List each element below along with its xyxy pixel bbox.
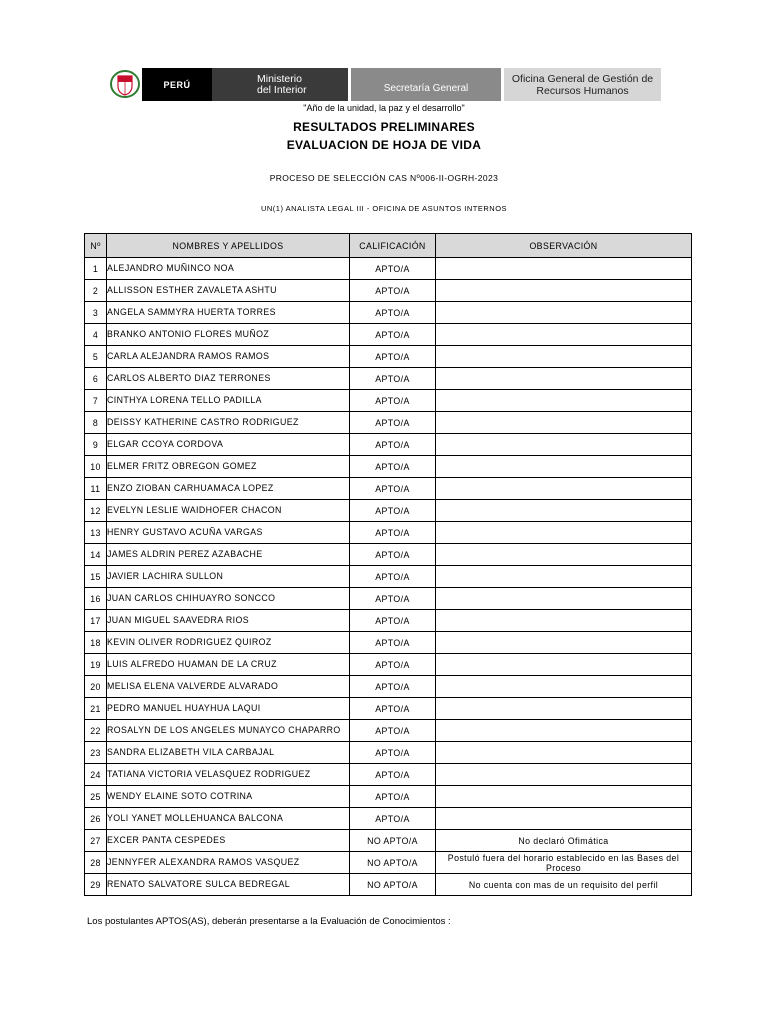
position-title: UN(1) ANALISTA LEGAL III - OFICINA DE ASUNTOS INTERNOS [260, 204, 508, 213]
institution-header [108, 68, 664, 101]
row-observation [436, 566, 692, 588]
year-motto: "Año de la unidad, la paz y el desarrollo" [303, 103, 465, 113]
row-number: 8 [85, 412, 107, 434]
row-number: 15 [85, 566, 107, 588]
row-observation [436, 346, 692, 368]
table-row [85, 302, 692, 324]
page-title: RESULTADOS PRELIMINARES [293, 120, 475, 134]
row-observation [436, 324, 692, 346]
row-observation [436, 742, 692, 764]
row-result: APTO/A [350, 588, 436, 610]
row-result: APTO/A [350, 544, 436, 566]
table-row [85, 588, 692, 610]
row-number: 3 [85, 302, 107, 324]
footer-note: Los postulantes APTOS(AS), deberán presentarse a la Evaluación de Conocimientos : [87, 916, 451, 927]
secretariat-label: Secretaría General [351, 68, 501, 101]
row-number: 2 [85, 280, 107, 302]
row-name: YOLI YANET MOLLEHUANCA BALCONA [107, 808, 350, 830]
row-observation [436, 500, 692, 522]
row-name: DEISSY KATHERINE CASTRO RODRIGUEZ [107, 412, 350, 434]
table-row [85, 852, 692, 874]
row-observation [436, 544, 692, 566]
table-row [85, 786, 692, 808]
row-name: JUAN MIGUEL SAAVEDRA RIOS [107, 610, 350, 632]
row-name: JUAN CARLOS CHIHUAYRO SONCCO [107, 588, 350, 610]
row-number: 29 [85, 874, 107, 896]
row-result: NO APTO/A [350, 874, 436, 896]
row-name: BRANKO ANTONIO FLORES MUÑOZ [107, 324, 350, 346]
row-name: ELGAR CCOYA CORDOVA [107, 434, 350, 456]
row-result: APTO/A [350, 412, 436, 434]
row-number: 21 [85, 698, 107, 720]
row-result: APTO/A [350, 654, 436, 676]
table-row [85, 544, 692, 566]
row-observation [436, 676, 692, 698]
table-row [85, 632, 692, 654]
row-observation [436, 786, 692, 808]
row-number: 4 [85, 324, 107, 346]
row-name: WENDY ELAINE SOTO COTRINA [107, 786, 350, 808]
row-number: 26 [85, 808, 107, 830]
row-observation [436, 522, 692, 544]
row-number: 23 [85, 742, 107, 764]
row-number: 19 [85, 654, 107, 676]
row-result: APTO/A [350, 720, 436, 742]
row-observation [436, 808, 692, 830]
row-result: APTO/A [350, 434, 436, 456]
row-observation [436, 434, 692, 456]
row-number: 16 [85, 588, 107, 610]
table-row [85, 368, 692, 390]
row-result: APTO/A [350, 280, 436, 302]
row-result: APTO/A [350, 676, 436, 698]
table-header-row [85, 234, 692, 258]
row-observation [436, 280, 692, 302]
table-row [85, 434, 692, 456]
row-number: 20 [85, 676, 107, 698]
table-row [85, 720, 692, 742]
table-row [85, 830, 692, 852]
table-row [85, 456, 692, 478]
row-number: 18 [85, 632, 107, 654]
row-result: APTO/A [350, 346, 436, 368]
row-name: JENNYFER ALEXANDRA RAMOS VASQUEZ [107, 852, 350, 874]
row-observation [436, 456, 692, 478]
table-row [85, 676, 692, 698]
row-observation [436, 654, 692, 676]
table-row [85, 522, 692, 544]
row-observation [436, 412, 692, 434]
row-name: TATIANA VICTORIA VELASQUEZ RODRIGUEZ [107, 764, 350, 786]
row-result: APTO/A [350, 698, 436, 720]
page-subtitle: EVALUACION DE HOJA DE VIDA [286, 138, 482, 152]
row-result: APTO/A [350, 500, 436, 522]
row-result: NO APTO/A [350, 830, 436, 852]
row-number: 10 [85, 456, 107, 478]
table-row [85, 566, 692, 588]
row-name: ALEJANDRO MUÑINCO NOA [107, 258, 350, 280]
row-observation [436, 478, 692, 500]
row-number: 22 [85, 720, 107, 742]
table-row [85, 808, 692, 830]
row-name: KEVIN OLIVER RODRIGUEZ QUIROZ [107, 632, 350, 654]
row-observation: No declaró Ofimática [436, 830, 692, 852]
row-number: 25 [85, 786, 107, 808]
table-row [85, 258, 692, 280]
row-name: ALLISSON ESTHER ZAVALETA ASHTU [107, 280, 350, 302]
row-number: 27 [85, 830, 107, 852]
row-observation [436, 390, 692, 412]
table-row [85, 764, 692, 786]
row-observation [436, 588, 692, 610]
row-result: APTO/A [350, 610, 436, 632]
row-observation [436, 302, 692, 324]
row-observation [436, 368, 692, 390]
row-name: EXCER PANTA CESPEDES [107, 830, 350, 852]
row-number: 13 [85, 522, 107, 544]
row-result: APTO/A [350, 632, 436, 654]
row-name: EVELYN LESLIE WAIDHOFER CHACON [107, 500, 350, 522]
row-result: APTO/A [350, 324, 436, 346]
row-number: 1 [85, 258, 107, 280]
row-observation [436, 258, 692, 280]
row-result: NO APTO/A [350, 852, 436, 874]
results-table [84, 233, 692, 896]
row-number: 14 [85, 544, 107, 566]
row-number: 11 [85, 478, 107, 500]
row-result: APTO/A [350, 808, 436, 830]
table-row [85, 324, 692, 346]
row-name: RENATO SALVATORE SULCA BEDREGAL [107, 874, 350, 896]
row-observation: No cuenta con mas de un requisito del perfil [436, 874, 692, 896]
row-result: APTO/A [350, 742, 436, 764]
row-name: PEDRO MANUEL HUAYHUA LAQUI [107, 698, 350, 720]
row-name: CARLA ALEJANDRA RAMOS RAMOS [107, 346, 350, 368]
country-label: PERÚ [142, 68, 212, 101]
row-observation [436, 698, 692, 720]
row-number: 6 [85, 368, 107, 390]
row-number: 24 [85, 764, 107, 786]
row-result: APTO/A [350, 368, 436, 390]
row-name: JAMES ALDRIN PEREZ AZABACHE [107, 544, 350, 566]
office-line-1: Oficina General de Gestión de [511, 72, 654, 85]
ministry-label [212, 68, 348, 101]
office-label [504, 68, 661, 101]
table-row [85, 478, 692, 500]
row-number: 17 [85, 610, 107, 632]
row-name: ANGELA SAMMYRA HUERTA TORRES [107, 302, 350, 324]
row-name: MELISA ELENA VALVERDE ALVARADO [107, 676, 350, 698]
row-result: APTO/A [350, 478, 436, 500]
row-name: ELMER FRITZ OBREGON GOMEZ [107, 456, 350, 478]
row-number: 7 [85, 390, 107, 412]
table-row [85, 500, 692, 522]
row-result: APTO/A [350, 764, 436, 786]
table-row [85, 698, 692, 720]
row-observation [436, 632, 692, 654]
ministry-line-2: del Interior [257, 83, 307, 96]
table-row [85, 280, 692, 302]
row-observation: Postuló fuera del horario establecido en las Bases del Proceso [436, 852, 692, 874]
table-row [85, 610, 692, 632]
header-result: CALIFICACIÓN [350, 234, 436, 258]
row-observation [436, 610, 692, 632]
process-code: PROCESO DE SELECCIÓN CAS Nº006-II-OGRH-2023 [269, 173, 499, 183]
row-number: 28 [85, 852, 107, 874]
table-row [85, 874, 692, 896]
row-result: APTO/A [350, 566, 436, 588]
table-row [85, 742, 692, 764]
header-observation: OBSERVACIÓN [436, 234, 692, 258]
header-number: Nº [85, 234, 107, 258]
row-result: APTO/A [350, 302, 436, 324]
row-name: SANDRA ELIZABETH VILA CARBAJAL [107, 742, 350, 764]
row-number: 9 [85, 434, 107, 456]
header-name: NOMBRES Y APELLIDOS [107, 234, 350, 258]
row-name: HENRY GUSTAVO ACUÑA VARGAS [107, 522, 350, 544]
row-number: 5 [85, 346, 107, 368]
row-result: APTO/A [350, 522, 436, 544]
row-observation [436, 720, 692, 742]
row-name: LUIS ALFREDO HUAMAN DE LA CRUZ [107, 654, 350, 676]
table-row [85, 346, 692, 368]
row-result: APTO/A [350, 390, 436, 412]
row-observation [436, 764, 692, 786]
row-name: ENZO ZIOBAN CARHUAMACA LOPEZ [107, 478, 350, 500]
ministry-line-1: Ministerio [257, 72, 302, 85]
row-name: ROSALYN DE LOS ANGELES MUNAYCO CHAPARRO [107, 720, 350, 742]
row-number: 12 [85, 500, 107, 522]
row-result: APTO/A [350, 258, 436, 280]
table-row [85, 390, 692, 412]
row-name: JAVIER LACHIRA SULLON [107, 566, 350, 588]
office-line-2: Recursos Humanos [536, 84, 629, 97]
row-name: CINTHYA LORENA TELLO PADILLA [107, 390, 350, 412]
table-row [85, 412, 692, 434]
row-result: APTO/A [350, 456, 436, 478]
row-name: CARLOS ALBERTO DIAZ TERRONES [107, 368, 350, 390]
table-row [85, 654, 692, 676]
coat-of-arms-icon [108, 68, 142, 101]
row-result: APTO/A [350, 786, 436, 808]
